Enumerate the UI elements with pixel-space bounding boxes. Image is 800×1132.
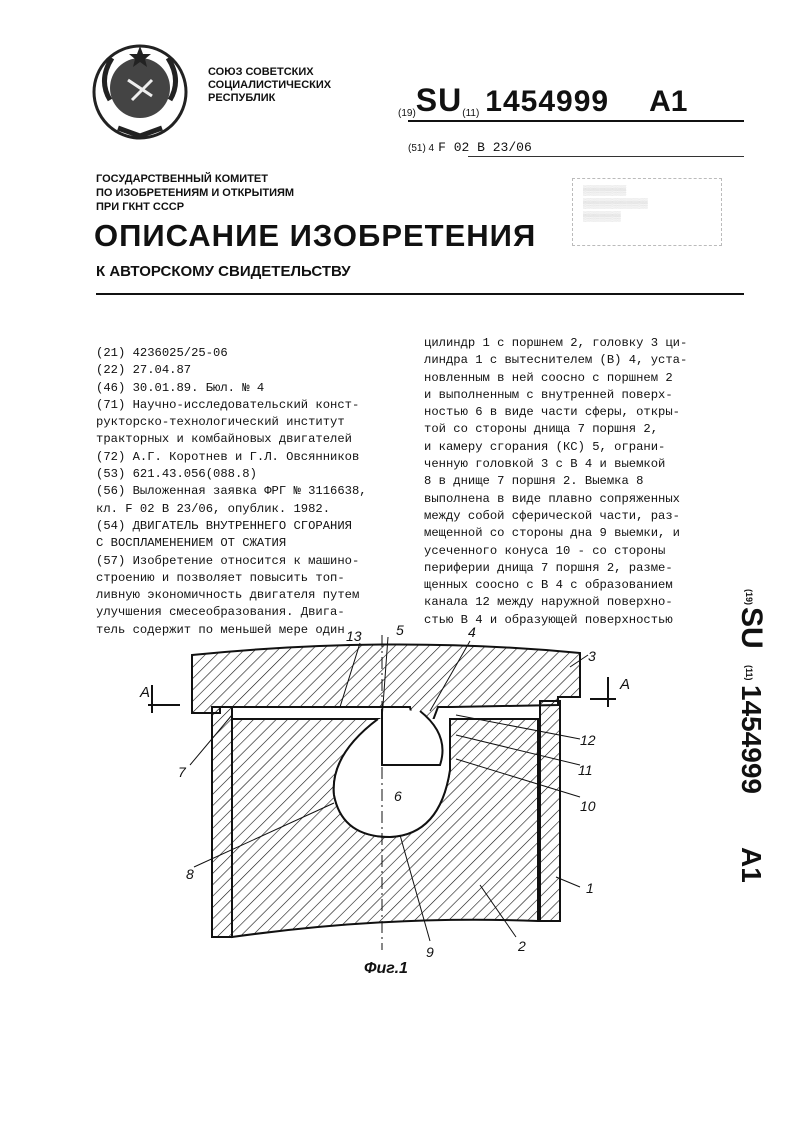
label-3: 3 (588, 648, 596, 664)
text-line: (57) Изобретение относится к машино- (96, 553, 360, 568)
vertical-number: 1454999 (736, 685, 767, 795)
label-5: 5 (396, 622, 404, 638)
text-line: тель содержит по меньшей мере один (96, 622, 345, 637)
patent-number: 1454999 (485, 85, 610, 118)
vertical-code-19: (19) (744, 589, 754, 606)
text-line: цилиндр 1 с поршнем 2, головку 3 ци- (424, 336, 688, 350)
code-19: (19) (398, 108, 416, 119)
text-line: рукторско-технологический институт (96, 415, 345, 430)
text-line: мещенной со стороны дна 9 выемки, и (424, 526, 680, 541)
code-11: (11) (462, 108, 480, 119)
label-6: 6 (394, 788, 402, 804)
committee-name: ГОСУДАРСТВЕННЫЙ КОМИТЕТ ПО ИЗОБРЕТЕНИЯМ И ОТКРЫТИЯМ ПРИ ГКНТ СССР (96, 173, 295, 213)
text-line: (46) 30.01.89. Бюл. № 4 (96, 380, 265, 395)
figure-1-drawing (120, 615, 640, 960)
text-line: ностью 6 в виде части сферы, откры- (424, 405, 680, 420)
label-10: 10 (580, 798, 596, 814)
text-line: 8 в днище 7 поршня 2. Выемка 8 (424, 474, 644, 489)
abstract-column (424, 335, 687, 629)
bibliographic-column (96, 345, 367, 639)
su-mark: SU (415, 82, 463, 118)
text-line: (72) А.Г. Коротнев и Г.Л. Овсянников (96, 449, 360, 464)
document-subtitle: К АВТОРСКОМУ СВИДЕТЕЛЬСТВУ (96, 263, 351, 280)
vertical-su: SU (735, 607, 768, 649)
label-section-right: А (620, 676, 631, 693)
text-line: между собой сферической части, раз- (424, 508, 680, 523)
country-name: СОЮЗ СОВЕТСКИХ СОЦИАЛИСТИЧЕСКИХ РЕСПУБЛИК (208, 66, 332, 104)
text-line: (53) 621.43.056(088.8) (96, 467, 257, 482)
text-line: тракторных и комбайновых двигателей (96, 432, 352, 447)
library-stamp: ▒▒▒▒▒▒▒▒ ▒▒▒▒▒▒▒▒▒▒▒▒ ▒▒▒▒▒▒▒ (572, 178, 722, 246)
label-9: 9 (426, 944, 434, 960)
figure-caption: Фиг.1 (364, 960, 408, 977)
text-line: новленным в ней соосно с поршнем 2 (424, 370, 673, 385)
vertical-publication-number (726, 585, 786, 905)
text-line: выполнена в виде плавно сопряженных (424, 491, 680, 506)
label-12: 12 (580, 732, 596, 748)
title-rule (96, 293, 744, 295)
cylinder-wall-right (540, 701, 560, 921)
text-line: строению и позволяет повысить топ- (96, 570, 345, 585)
label-1: 1 (586, 880, 594, 896)
header-rule (408, 120, 744, 122)
ipc-class: (51) 4 F 02 B 23/06 (408, 140, 532, 155)
kind-code: A1 (649, 85, 688, 118)
label-4: 4 (468, 624, 476, 640)
text-line: и камеру сгорания (КС) 5, ограни- (424, 439, 666, 454)
label-13: 13 (346, 628, 362, 644)
label-11: 11 (578, 762, 593, 778)
text-line: улучшения смесеобразования. Двига- (96, 605, 345, 620)
text-line: канала 12 между наружной поверхно- (424, 595, 673, 610)
text-line: (21) 4236025/25-06 (96, 346, 228, 360)
vertical-code-11: (11) (744, 665, 754, 681)
vertical-kind: A1 (736, 847, 767, 883)
text-line: кл. F 02 B 23/06, опублик. 1982. (96, 501, 331, 516)
cylinder-wall-left (212, 707, 232, 937)
text-line: периферии днища 7 поршня 2, разме- (424, 560, 673, 575)
text-line: щенных соосно с В 4 с образованием (424, 578, 673, 593)
text-line: (54) ДВИГАТЕЛЬ ВНУТРЕННЕГО СГОРАНИЯ (96, 518, 352, 533)
label-8: 8 (186, 866, 194, 882)
text-line: и выполненным с внутренней поверх- (424, 387, 673, 402)
text-line: (71) Научно-исследовательский конст- (96, 397, 360, 412)
text-line: (56) Выложенная заявка ФРГ № 3116638, (96, 484, 367, 499)
text-line: (22) 27.04.87 (96, 363, 192, 378)
text-line: стью В 4 и образующей поверхностью (424, 612, 673, 627)
label-section-left: А (140, 684, 151, 701)
ussr-emblem (88, 40, 192, 144)
text-line: ливную экономичность двигателя путем (96, 588, 360, 603)
document-title: ОПИСАНИЕ ИЗОБРЕТЕНИЯ (94, 218, 537, 253)
label-7: 7 (178, 764, 186, 780)
text-line: линдра 1 с вытеснителем (В) 4, уста- (424, 353, 688, 368)
publication-number (398, 82, 687, 119)
text-line: ченную головкой 3 с В 4 и выемкой (424, 457, 666, 472)
label-2: 2 (518, 938, 526, 954)
text-line: той со стороны днища 7 поршня 2, (424, 422, 659, 437)
text-line: С ВОСПЛАМЕНЕНИЕМ ОТ СЖАТИЯ (96, 536, 287, 551)
text-line: усеченного конуса 10 - со стороны (424, 543, 666, 558)
ipc-rule (468, 156, 744, 157)
